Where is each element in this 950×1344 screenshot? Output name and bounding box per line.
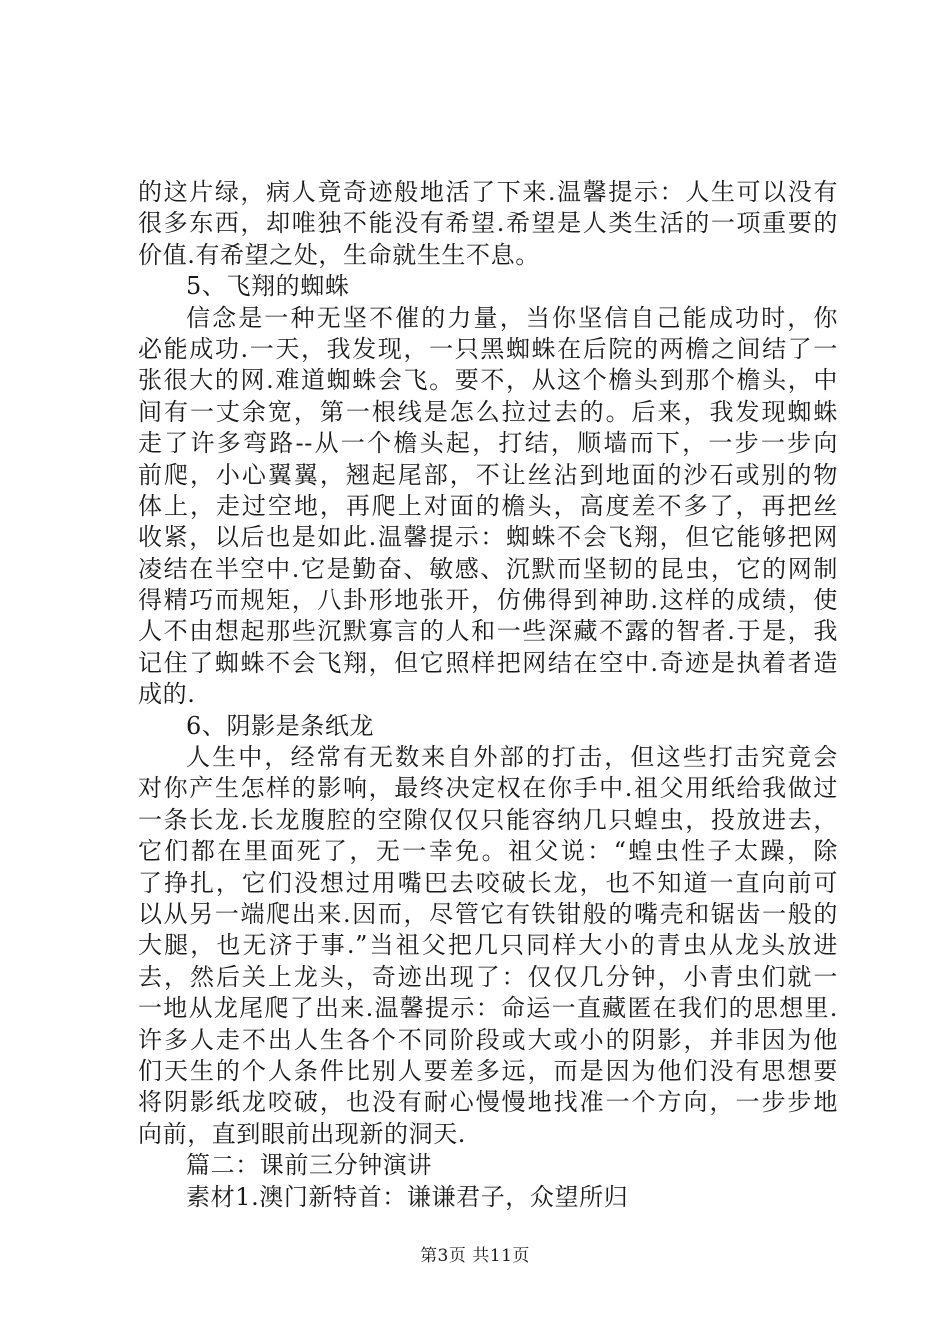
text-line: 大腿，也无济于事.”当祖父把几只同样大小的青虫从龙头放进	[138, 931, 838, 960]
text-line: 许多人走不出人生各个不同阶段或大或小的阴影，并非因为他	[138, 1025, 838, 1054]
text-line: 人不由想起那些沉默寡言的人和一些深藏不露的智者.于是，我	[138, 617, 838, 646]
text-line: 它们都在里面死了，无一幸免。祖父说：“蝗虫性子太躁，除	[138, 837, 838, 866]
text-line: 们天生的个人条件比别人要差多远，而是因为他们没有思想要	[138, 1056, 838, 1085]
paragraph-first-line: 信念是一种无坚不催的力量，当你坚信自己能成功时，你	[186, 303, 838, 332]
text-line: 间有一丈余宽，第一根线是怎么拉过去的。后来，我发现蜘蛛	[138, 397, 838, 426]
text-line: 走了许多弯路--从一个檐头起，打结，顺墙而下，一步一步向	[138, 429, 838, 458]
text-line: 将阴影纸龙咬破，也没有耐心慢慢地找准一个方向，一步步地	[138, 1088, 838, 1117]
text-line: 对你产生怎样的影响，最终决定权在你手中.祖父用纸给我做过	[138, 774, 838, 803]
text-line: 成的.	[138, 680, 196, 709]
text-line: 记住了蜘蛛不会飞翔，但它照样把网结在空中.奇迹是执着者造	[138, 648, 838, 677]
text-line: 一条长龙.长龙腹腔的空隙仅仅只能容纳几只蝗虫，投放进去，	[138, 805, 838, 834]
text-line: 一地从龙尾爬了出来.温馨提示：命运一直藏匿在我们的思想里.	[138, 994, 838, 1023]
text-line: 的这片绿，病人竟奇迹般地活了下来.温馨提示：人生可以没有	[138, 178, 838, 206]
section-heading: 5、飞翔的蜘蛛	[186, 272, 350, 301]
section-heading: 6、阴影是条纸龙	[186, 711, 375, 740]
text-line: 凌结在半空中.它是勤奋、敏感、沉默而坚韧的昆虫，它的网制	[138, 554, 838, 583]
text-line: 价值.有希望之处，生命就生生不息。	[138, 240, 540, 269]
document-body	[138, 177, 838, 1213]
section-heading: 篇二：课前三分钟演讲	[186, 1151, 432, 1180]
text-line: 很多东西，却唯独不能没有希望.希望是人类生活的一项重要的	[138, 209, 838, 238]
text-line: 向前，直到眼前出现新的洞天.	[138, 1119, 467, 1148]
text-line: 前爬，小心翼翼，翘起尾部，不让丝沾到地面的沙石或别的物	[138, 460, 838, 489]
text-line: 以从另一端爬出来.因而，尽管它有铁钳般的嘴壳和锯齿一般的	[138, 899, 838, 928]
text-line: 必能成功.一天，我发现，一只黑蜘蛛在后院的两檐之间结了一	[138, 334, 838, 363]
text-line: 去，然后关上龙头，奇迹出现了：仅仅几分钟，小青虫们就一	[138, 962, 838, 991]
paragraph-first-line: 人生中，经常有无数来自外部的打击，但这些打击究竟会	[186, 743, 838, 772]
text-line: 收紧，以后也是如此.温馨提示：蜘蛛不会飞翔，但它能够把网	[138, 523, 838, 552]
text-line: 了挣扎，它们没想过用嘴巴去咬破长龙，也不知道一直向前可	[138, 868, 838, 897]
text-line: 体上，走过空地，再爬上对面的檐头，高度差不多了，再把丝	[138, 491, 838, 520]
text-line: 张很大的网.难道蜘蛛会飞。要不，从这个檐头到那个檐头，中	[138, 366, 838, 395]
text-line: 得精巧而规矩，八卦形地张开，仿佛得到神助.这样的成绩，使	[138, 586, 838, 615]
section-heading: 素材1.澳门新特首：谦谦君子，众望所归	[186, 1182, 629, 1211]
page-number-footer: 第3页 共11页	[420, 1246, 530, 1266]
